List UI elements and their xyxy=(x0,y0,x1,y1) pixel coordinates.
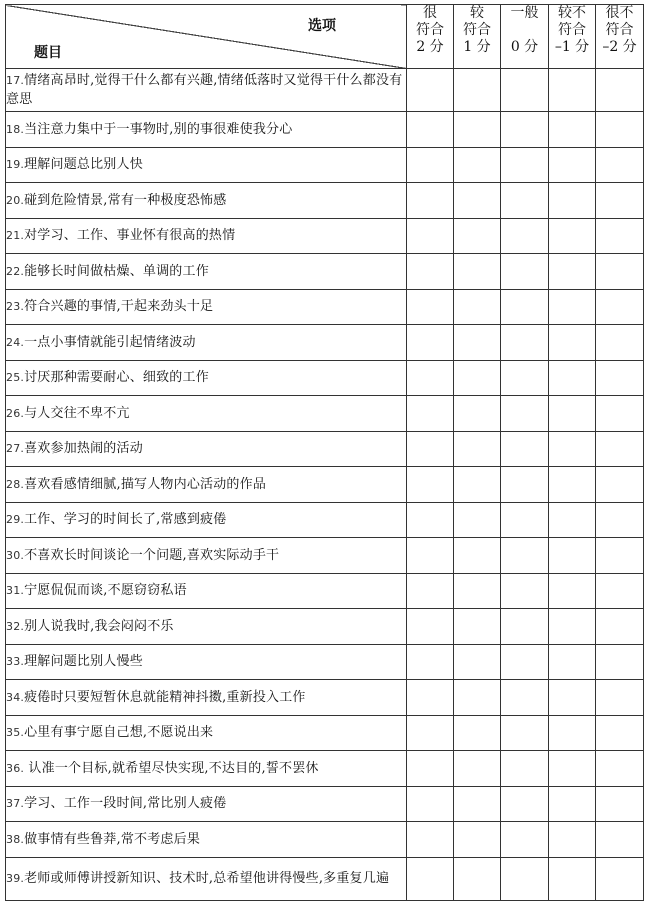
question-text-cell xyxy=(6,786,407,822)
question-row xyxy=(6,69,644,112)
answer-fairly-match[interactable] xyxy=(454,857,501,900)
question-text-cell xyxy=(6,609,407,645)
answer-very-not-match[interactable] xyxy=(596,431,644,467)
answer-fairly-not-match[interactable] xyxy=(549,183,596,219)
question-row xyxy=(6,289,644,325)
answer-fairly-not-match[interactable] xyxy=(549,786,596,822)
question-row xyxy=(6,325,644,361)
answer-fairly-match[interactable] xyxy=(454,396,501,432)
question-row xyxy=(6,644,644,680)
question-number: 21. xyxy=(6,229,25,243)
question-text: 做事情有些鲁莽,常不考虑后果 xyxy=(24,831,201,847)
answer-fairly-not-match[interactable] xyxy=(549,147,596,183)
question-row xyxy=(6,396,644,432)
question-text: 不喜欢长时间谈论一个问题,喜欢实际动手干 xyxy=(24,547,280,563)
question-text: 符合兴趣的事情,干起来劲头十足 xyxy=(24,299,214,315)
question-text: 情绪高昂时,觉得干什么都有兴趣,情绪低落时又觉得干什么都没有意思 xyxy=(6,73,403,107)
question-text-cell xyxy=(6,751,407,787)
answer-fairly-not-match[interactable] xyxy=(549,396,596,432)
answer-fairly-not-match[interactable] xyxy=(549,751,596,787)
answer-neutral[interactable] xyxy=(501,360,549,396)
answer-fairly-match[interactable] xyxy=(454,360,501,396)
question-text: 工作、学习的时间长了,常感到疲倦 xyxy=(24,512,227,528)
answer-fairly-not-match[interactable] xyxy=(549,254,596,290)
answer-neutral[interactable] xyxy=(501,69,549,112)
question-text-cell xyxy=(6,822,407,858)
question-row xyxy=(6,857,644,900)
answer-neutral[interactable] xyxy=(501,254,549,290)
question-number: 20. xyxy=(6,193,25,207)
answer-fairly-not-match[interactable] xyxy=(549,573,596,609)
answer-very-match[interactable] xyxy=(407,218,454,254)
answer-very-not-match[interactable] xyxy=(596,502,644,538)
question-text: 与人交往不卑不亢 xyxy=(24,405,130,421)
answer-neutral[interactable] xyxy=(501,715,549,751)
answer-fairly-match[interactable] xyxy=(454,609,501,645)
answer-fairly-match[interactable] xyxy=(454,431,501,467)
answer-very-match[interactable] xyxy=(407,573,454,609)
question-number: 25. xyxy=(6,371,25,385)
answer-very-match[interactable] xyxy=(407,254,454,290)
answer-fairly-match[interactable] xyxy=(454,786,501,822)
answer-neutral[interactable] xyxy=(501,538,549,574)
question-row xyxy=(6,680,644,716)
question-row xyxy=(6,538,644,574)
answer-fairly-match[interactable] xyxy=(454,218,501,254)
answer-fairly-not-match[interactable] xyxy=(549,69,596,112)
question-text-cell xyxy=(6,467,407,503)
question-text-cell xyxy=(6,644,407,680)
answer-neutral[interactable] xyxy=(501,822,549,858)
question-text: 心里有事宁愿自己想,不愿说出来 xyxy=(24,725,214,741)
answer-very-match[interactable] xyxy=(407,680,454,716)
question-number: 37. xyxy=(6,797,25,811)
answer-fairly-match[interactable] xyxy=(454,289,501,325)
answer-fairly-match[interactable] xyxy=(454,254,501,290)
answer-fairly-match[interactable] xyxy=(454,112,501,148)
question-text-cell xyxy=(6,573,407,609)
question-number: 33. xyxy=(6,655,25,669)
answer-fairly-match[interactable] xyxy=(454,751,501,787)
answer-neutral[interactable] xyxy=(501,325,549,361)
answer-very-not-match[interactable] xyxy=(596,609,644,645)
question-text-cell xyxy=(6,183,407,219)
question-text-cell xyxy=(6,254,407,290)
answer-fairly-not-match[interactable] xyxy=(549,857,596,900)
questionnaire-table xyxy=(5,4,644,901)
question-text: 学习、工作一段时间,常比别人疲倦 xyxy=(24,796,227,812)
answer-very-match[interactable] xyxy=(407,183,454,219)
answer-very-not-match[interactable] xyxy=(596,786,644,822)
question-text-cell xyxy=(6,147,407,183)
answer-fairly-not-match[interactable] xyxy=(549,538,596,574)
answer-neutral[interactable] xyxy=(501,289,549,325)
answer-very-match[interactable] xyxy=(407,751,454,787)
question-text-cell xyxy=(6,396,407,432)
answer-very-match[interactable] xyxy=(407,502,454,538)
question-number: 19. xyxy=(6,158,25,172)
question-text: 能够长时间做枯燥、单调的工作 xyxy=(24,263,209,279)
question-row xyxy=(6,218,644,254)
question-number: 35. xyxy=(6,726,25,740)
answer-fairly-match[interactable] xyxy=(454,502,501,538)
answer-fairly-not-match[interactable] xyxy=(549,715,596,751)
column-header-very-match: 很 符合 2 分 xyxy=(407,5,454,69)
answer-fairly-not-match[interactable] xyxy=(549,609,596,645)
question-number: 27. xyxy=(6,442,25,456)
answer-very-not-match[interactable] xyxy=(596,715,644,751)
question-text: 疲倦时只要短暂休息就能精神抖擞,重新投入工作 xyxy=(24,689,306,705)
question-text-cell xyxy=(6,680,407,716)
answer-fairly-not-match[interactable] xyxy=(549,680,596,716)
answer-very-not-match[interactable] xyxy=(596,857,644,900)
answer-very-not-match[interactable] xyxy=(596,289,644,325)
answer-very-match[interactable] xyxy=(407,360,454,396)
answer-very-not-match[interactable] xyxy=(596,538,644,574)
question-text: 当注意力集中于一事物时,别的事很难使我分心 xyxy=(24,121,293,137)
question-text-cell xyxy=(6,69,407,112)
question-number: 39. xyxy=(6,872,25,885)
answer-neutral[interactable] xyxy=(501,751,549,787)
answer-fairly-match[interactable] xyxy=(454,715,501,751)
question-number: 30. xyxy=(6,548,25,562)
answer-fairly-match[interactable] xyxy=(454,325,501,361)
answer-very-not-match[interactable] xyxy=(596,360,644,396)
answer-very-not-match[interactable] xyxy=(596,183,644,219)
answer-fairly-not-match[interactable] xyxy=(549,112,596,148)
answer-neutral[interactable] xyxy=(501,431,549,467)
answer-neutral[interactable] xyxy=(501,680,549,716)
question-row xyxy=(6,147,644,183)
question-list xyxy=(6,69,644,901)
question-text: 理解问题比别人慢些 xyxy=(24,654,143,670)
answer-neutral[interactable] xyxy=(501,112,549,148)
question-text-cell xyxy=(6,112,407,148)
answer-very-match[interactable] xyxy=(407,715,454,751)
answer-fairly-match[interactable] xyxy=(454,147,501,183)
answer-fairly-not-match[interactable] xyxy=(549,644,596,680)
answer-neutral[interactable] xyxy=(501,183,549,219)
answer-fairly-not-match[interactable] xyxy=(549,467,596,503)
answer-very-match[interactable] xyxy=(407,69,454,112)
question-row xyxy=(6,183,644,219)
question-row xyxy=(6,751,644,787)
question-header-label: 题目 xyxy=(34,45,62,61)
question-number: 24. xyxy=(6,335,25,349)
answer-very-match[interactable] xyxy=(407,289,454,325)
answer-very-match[interactable] xyxy=(407,786,454,822)
answer-very-match[interactable] xyxy=(407,538,454,574)
answer-fairly-match[interactable] xyxy=(454,538,501,574)
column-header-very-not-match: 很不 符合 –2 分 xyxy=(596,5,644,69)
answer-very-not-match[interactable] xyxy=(596,751,644,787)
answer-fairly-not-match[interactable] xyxy=(549,502,596,538)
answer-fairly-not-match[interactable] xyxy=(549,822,596,858)
answer-very-not-match[interactable] xyxy=(596,644,644,680)
answer-very-not-match[interactable] xyxy=(596,680,644,716)
question-number: 38. xyxy=(6,832,25,846)
answer-neutral[interactable] xyxy=(501,609,549,645)
answer-fairly-match[interactable] xyxy=(454,467,501,503)
question-text-cell xyxy=(6,857,407,900)
question-number: 26. xyxy=(6,406,25,420)
answer-very-not-match[interactable] xyxy=(596,822,644,858)
answer-very-match[interactable] xyxy=(407,467,454,503)
question-row xyxy=(6,822,644,858)
question-number: 18. xyxy=(6,122,25,136)
options-header-label: 选项 xyxy=(308,18,336,34)
question-text-cell xyxy=(6,431,407,467)
question-text: 一点小事情就能引起情绪波动 xyxy=(24,334,196,350)
answer-fairly-not-match[interactable] xyxy=(549,360,596,396)
question-text-cell xyxy=(6,360,407,396)
answer-fairly-match[interactable] xyxy=(454,644,501,680)
answer-neutral[interactable] xyxy=(501,467,549,503)
question-number: 36. xyxy=(6,761,25,775)
question-text-cell xyxy=(6,538,407,574)
answer-fairly-not-match[interactable] xyxy=(549,325,596,361)
question-row xyxy=(6,573,644,609)
question-number: 31. xyxy=(6,584,25,598)
question-text: 认准一个目标,就希望尽快实现,不达目的,誓不罢休 xyxy=(24,760,319,776)
column-header-fairly-match: 较 符合 1 分 xyxy=(454,5,501,69)
question-row xyxy=(6,467,644,503)
question-text: 对学习、工作、事业怀有很高的热情 xyxy=(24,228,236,244)
answer-very-not-match[interactable] xyxy=(596,147,644,183)
question-text: 宁愿侃侃而谈,不愿窃窃私语 xyxy=(24,583,187,599)
question-row xyxy=(6,112,644,148)
answer-neutral[interactable] xyxy=(501,644,549,680)
answer-very-match[interactable] xyxy=(407,112,454,148)
answer-very-not-match[interactable] xyxy=(596,325,644,361)
question-text: 碰到危险情景,常有一种极度恐怖感 xyxy=(24,192,227,208)
answer-very-match[interactable] xyxy=(407,857,454,900)
answer-very-not-match[interactable] xyxy=(596,69,644,112)
answer-fairly-not-match[interactable] xyxy=(549,431,596,467)
column-header-fairly-not-match: 较不 符合 –1 分 xyxy=(549,5,596,69)
question-row xyxy=(6,360,644,396)
question-text: 理解问题总比别人快 xyxy=(24,157,143,173)
answer-neutral[interactable] xyxy=(501,786,549,822)
question-row xyxy=(6,431,644,467)
answer-neutral[interactable] xyxy=(501,573,549,609)
answer-very-not-match[interactable] xyxy=(596,396,644,432)
answer-very-match[interactable] xyxy=(407,431,454,467)
question-text-cell xyxy=(6,325,407,361)
question-text: 讨厌那种需要耐心、细致的工作 xyxy=(24,370,209,386)
answer-very-match[interactable] xyxy=(407,325,454,361)
header-row xyxy=(6,5,644,69)
question-number: 23. xyxy=(6,300,25,314)
answer-very-not-match[interactable] xyxy=(596,112,644,148)
answer-very-not-match[interactable] xyxy=(596,254,644,290)
question-text: 喜欢参加热闹的活动 xyxy=(24,441,143,457)
answer-fairly-match[interactable] xyxy=(454,573,501,609)
answer-very-not-match[interactable] xyxy=(596,467,644,503)
answer-very-match[interactable] xyxy=(407,147,454,183)
answer-very-match[interactable] xyxy=(407,396,454,432)
answer-fairly-match[interactable] xyxy=(454,69,501,112)
answer-fairly-not-match[interactable] xyxy=(549,289,596,325)
answer-fairly-not-match[interactable] xyxy=(549,218,596,254)
answer-very-match[interactable] xyxy=(407,609,454,645)
answer-neutral[interactable] xyxy=(501,502,549,538)
question-text: 别人说我时,我会闷闷不乐 xyxy=(24,618,174,634)
question-number: 17. xyxy=(6,74,25,87)
answer-neutral[interactable] xyxy=(501,147,549,183)
answer-very-match[interactable] xyxy=(407,822,454,858)
question-text-cell xyxy=(6,218,407,254)
answer-fairly-match[interactable] xyxy=(454,822,501,858)
question-row xyxy=(6,254,644,290)
question-text-cell xyxy=(6,715,407,751)
question-number: 22. xyxy=(6,264,25,278)
question-number: 34. xyxy=(6,690,25,704)
header-corner-cell xyxy=(6,5,407,69)
question-text: 老师或师傅讲授新知识、技术时,总希望他讲得慢些,多重复几遍 xyxy=(24,871,390,886)
question-number: 28. xyxy=(6,477,25,491)
question-row xyxy=(6,502,644,538)
answer-neutral[interactable] xyxy=(501,396,549,432)
answer-neutral[interactable] xyxy=(501,857,549,900)
answer-neutral[interactable] xyxy=(501,218,549,254)
question-number: 29. xyxy=(6,513,25,527)
answer-very-not-match[interactable] xyxy=(596,218,644,254)
answer-fairly-match[interactable] xyxy=(454,183,501,219)
question-text-cell xyxy=(6,502,407,538)
answer-very-match[interactable] xyxy=(407,644,454,680)
question-text: 喜欢看感情细腻,描写人物内心活动的作品 xyxy=(24,476,267,492)
question-number: 32. xyxy=(6,619,25,633)
question-row xyxy=(6,786,644,822)
column-header-neutral: 一般 0 分 xyxy=(501,5,549,69)
answer-very-not-match[interactable] xyxy=(596,573,644,609)
question-row xyxy=(6,609,644,645)
question-text-cell xyxy=(6,289,407,325)
answer-fairly-match[interactable] xyxy=(454,680,501,716)
question-row xyxy=(6,715,644,751)
